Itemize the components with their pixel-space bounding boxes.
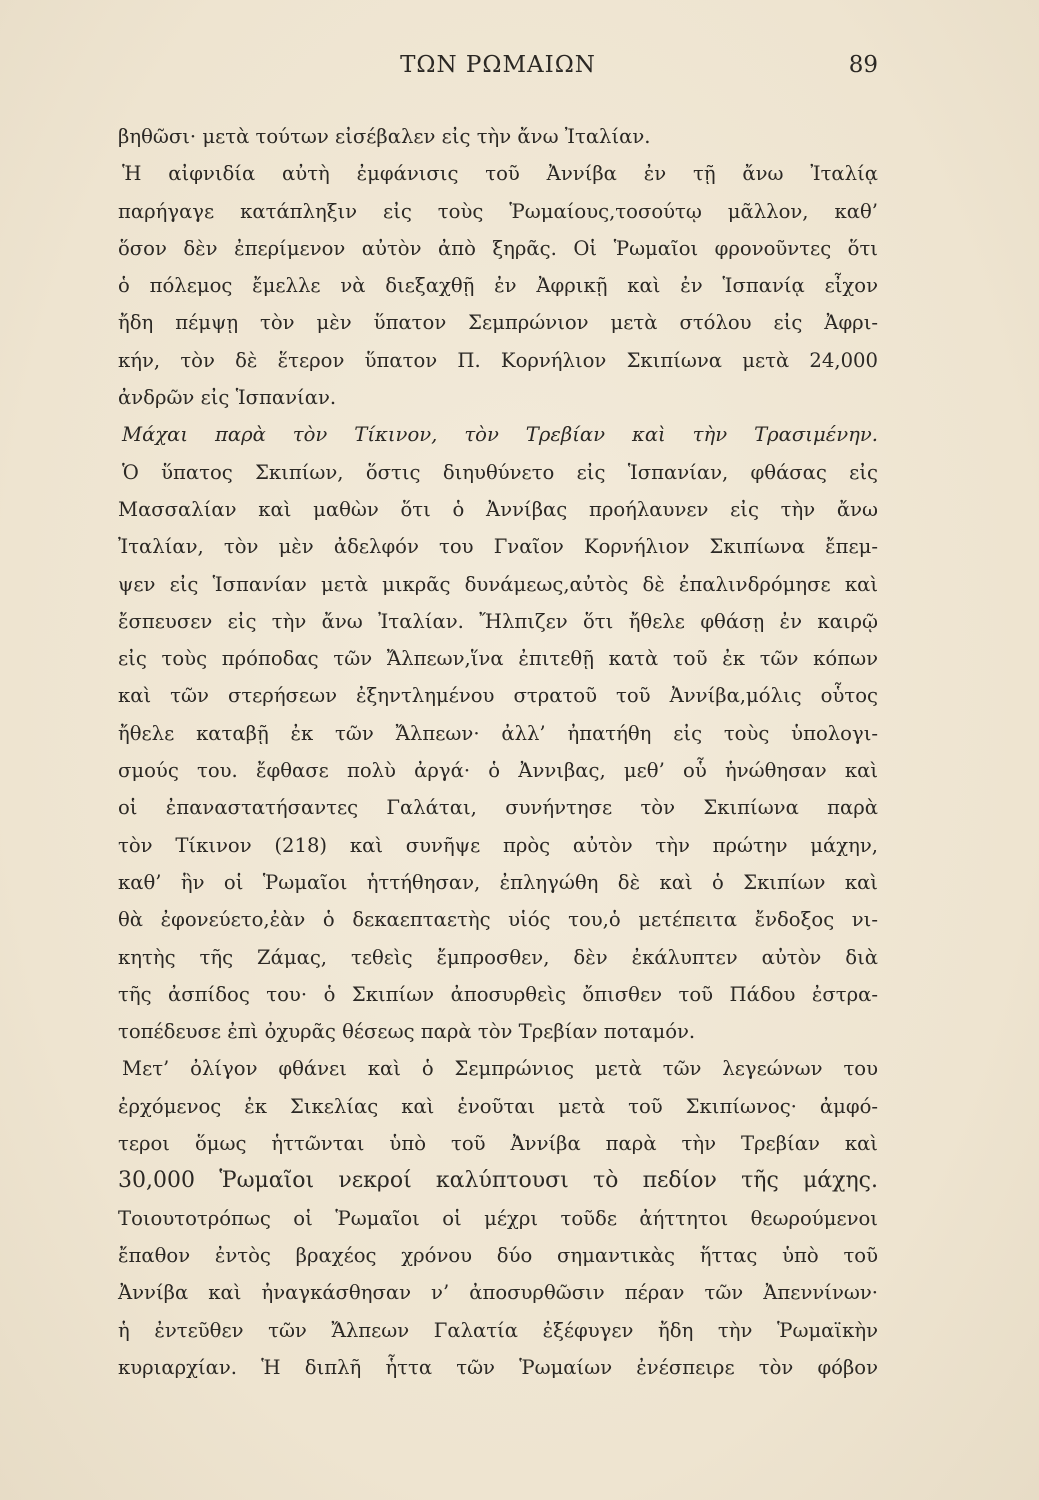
text-line: 30,000 Ῥωμαῖοι νεκροί καλύπτουσι τὸ πεδίον τῆς μάχης. [118,1168,878,1194]
text-line: Ἡ αἰφνιδία αὐτὴ ἐμφάνισις τοῦ Ἀννίβα ἐν τῇ ἄνω Ἰταλίᾳ [122,162,878,186]
page-header [118,52,878,92]
text-line: τὸν Τίκινον (218) καὶ συνῆψε πρὸς αὐτὸν τὴν πρώτην μάχην, [118,833,878,857]
text-line: βηθῶσι· μετὰ τούτων εἰσέβαλεν εἰς τὴν ἄνω Ἰταλίαν. [118,125,651,148]
page-number: 89 [848,52,878,78]
text-line: ἡ ἐντεῦθεν τῶν Ἄλπεων Γαλατία ἐξέφυγεν ἤδη τὴν Ῥωμαϊκὴν [118,1318,878,1342]
text-line: Μετ’ ὀλίγον φθάνει καὶ ὁ Σεμπρώνιος μετὰ τῶν λεγεώνων του [122,1057,878,1081]
text-line: ψεν εἰς Ἱσπανίαν μετὰ μικρᾶς δυνάμεως,αὐτὸς δὲ ἐπαλινδρόμησε καὶ [118,572,878,596]
body-text [118,118,878,1386]
text-line: Ἰταλίαν, τὸν μὲν ἀδελφόν του Γναῖον Κορνήλιον Σκιπίωνα ἔπεμ- [118,535,878,559]
text-line: κήν, τὸν δὲ ἕτερον ὕπατον Π. Κορνήλιον Σκιπίωνα μετὰ 24,000 [118,348,878,372]
text-line: σμούς του. ἔφθασε πολὺ ἀργά· ὁ Ἀννιβας, μεθ’ οὗ ἡνώθησαν καὶ [118,759,878,783]
text-line: τεροι ὅμως ἡττῶνται ὑπὸ τοῦ Ἀννίβα παρὰ τὴν Τρεβίαν καὶ [118,1132,878,1156]
text-line: τῆς ἀσπίδος του· ὁ Σκιπίων ἀποσυρθεὶς ὄπισθεν τοῦ Πάδου ἐστρα- [118,982,878,1006]
text-line: Ἀννίβα καὶ ἠναγκάσθησαν ν’ ἀποσυρθῶσιν πέραν τῶν Ἀπεννίνων· [118,1281,878,1305]
text-line: οἱ ἐπαναστατήσαντες Γαλάται, συνήντησε τὸν Σκιπίωνα παρὰ [118,796,878,820]
text-line: ἤδη πέμψῃ τὸν μὲν ὕπατον Σεμπρώνιον μετὰ στόλου εἰς Ἀφρι- [118,311,878,335]
text-line: παρήγαγε κατάπληξιν εἰς τοὺς Ῥωμαίους,τοσούτῳ μᾶλλον, καθ’ [118,199,878,223]
text-line: ἐρχόμενος ἐκ Σικελίας καὶ ἑνοῦται μετὰ τοῦ Σκιπίωνος· ἀμφό- [118,1094,878,1118]
text-line: θὰ ἐφονεύετο,ἐὰν ὁ δεκαεπταετὴς υἱός του,ὁ μετέπειτα ἔνδοξος νι- [118,908,878,932]
text-line: ἔσπευσεν εἰς τὴν ἄνω Ἰταλίαν. Ἤλπιζεν ὅτι ἤθελε φθάσῃ ἐν καιρῷ [118,609,878,633]
text-line: Ὁ ὕπατος Σκιπίων, ὅστις διηυθύνετο εἰς Ἱσπανίαν, φθάσας εἰς [122,460,878,484]
text-line: ἔπαθον ἐντὸς βραχέος χρόνου δύο σημαντικὰς ἥττας ὑπὸ τοῦ [118,1243,878,1267]
text-line: κητὴς τῆς Ζάμας, τεθεὶς ἔμπροσθεν, δὲν ἐκάλυπτεν αὐτὸν διὰ [118,945,878,969]
text-line: ὅσον δὲν ἐπερίμενον αὐτὸν ἀπὸ ξηρᾶς. Οἱ Ῥωμαῖοι φρονοῦντες ὅτι [118,236,878,260]
text-line: καθ’ ἣν οἱ Ῥωμαῖοι ἡττήθησαν, ἐπληγώθη δὲ καὶ ὁ Σκιπίων καὶ [118,870,878,894]
text-line: τοπέδευσε ἐπὶ ὀχυρᾶς θέσεως παρὰ τὸν Τρεβίαν ποταμόν. [118,1020,696,1044]
running-title: ΤΩΝ ΡΩΜΑΙΩΝ [400,52,596,78]
text-line: ἀνδρῶν εἰς Ἱσπανίαν. [118,386,337,410]
text-line: εἰς τοὺς πρόποδας τῶν Ἄλπεων,ἵνα ἐπιτεθῇ κατὰ τοῦ ἐκ τῶν κόπων [118,647,878,671]
text-line: Τοιουτοτρόπως οἱ Ῥωμαῖοι οἱ μέχρι τοῦδε ἀήττητοι θεωρούμενοι [118,1206,878,1230]
text-line: ὁ πόλεμος ἔμελλε νὰ διεξαχθῇ ἐν Ἀφρικῇ καὶ ἐν Ἱσπανίᾳ εἶχον [118,274,878,298]
section-heading: Μάχαι παρὰ τὸν Τίκινον, τὸν Τρεβίαν καὶ τὴν Τρασιμένην. [122,423,878,447]
text-line: ἤθελε καταβῇ ἐκ τῶν Ἄλπεων· ἀλλ’ ἠπατήθη εἰς τοὺς ὑπολογι- [118,721,878,745]
text-line: καὶ τῶν στερήσεων ἐξηντλημένου στρατοῦ τοῦ Ἀννίβα,μόλις οὗτος [118,684,878,708]
text-line: Μασσαλίαν καὶ μαθὼν ὅτι ὁ Ἀννίβας προήλαυνεν εἰς τὴν ἄνω [118,497,878,521]
text-line: κυριαρχίαν. Ἡ διπλῆ ἧττα τῶν Ῥωμαίων ἐνέσπειρε τὸν φόβον [118,1355,878,1379]
